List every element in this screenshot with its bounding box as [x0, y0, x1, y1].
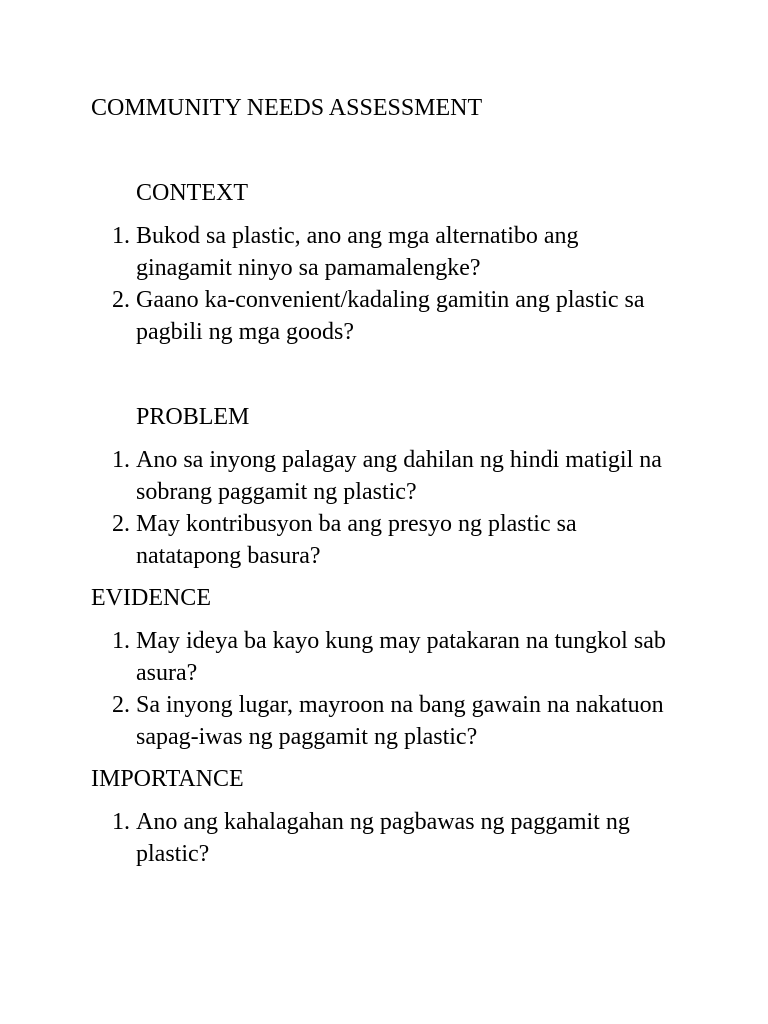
- item-text: Sa inyong lugar, mayroon na bang gawain na nakatuon sapag-iwas ng paggamit ng plastic?: [136, 692, 664, 750]
- context-question-list: [0, 220, 768, 348]
- list-item: [0, 444, 676, 508]
- item-number: 1.: [112, 223, 130, 249]
- item-text: Ano sa inyong palagay ang dahilan ng hindi matigil na sobrang paggamit ng plastic?: [136, 447, 662, 505]
- list-item: [0, 689, 676, 753]
- list-item: [0, 508, 676, 572]
- item-number: 2.: [112, 511, 130, 537]
- section-heading-context: CONTEXT: [136, 180, 248, 206]
- section-heading-problem: PROBLEM: [136, 404, 250, 430]
- section-heading-evidence: EVIDENCE: [91, 585, 211, 611]
- document-title: COMMUNITY NEEDS ASSESSMENT: [91, 95, 483, 121]
- list-item: [0, 625, 676, 689]
- problem-question-list: [0, 444, 768, 572]
- item-text: Gaano ka-convenient/kadaling gamitin ang plastic sa pagbili ng mga goods?: [136, 287, 645, 345]
- list-item: [0, 220, 676, 284]
- list-item: [0, 806, 676, 870]
- importance-question-list: [0, 806, 768, 870]
- item-number: 1.: [112, 447, 130, 473]
- item-number: 2.: [112, 287, 130, 313]
- item-number: 2.: [112, 692, 130, 718]
- item-number: 1.: [112, 628, 130, 654]
- item-text: Ano ang kahalagahan ng pagbawas ng paggamit ng plastic?: [136, 809, 630, 867]
- item-number: 1.: [112, 809, 130, 835]
- evidence-question-list: [0, 625, 768, 753]
- list-item: [0, 284, 676, 348]
- item-text: May kontribusyon ba ang presyo ng plastic sa natatapong basura?: [136, 511, 577, 569]
- item-text: Bukod sa plastic, ano ang mga alternatibo ang ginagamit ninyo sa pamamalengke?: [136, 223, 579, 281]
- section-heading-importance: IMPORTANCE: [91, 766, 244, 792]
- item-text: May ideya ba kayo kung may patakaran na tungkol sab asura?: [136, 628, 666, 686]
